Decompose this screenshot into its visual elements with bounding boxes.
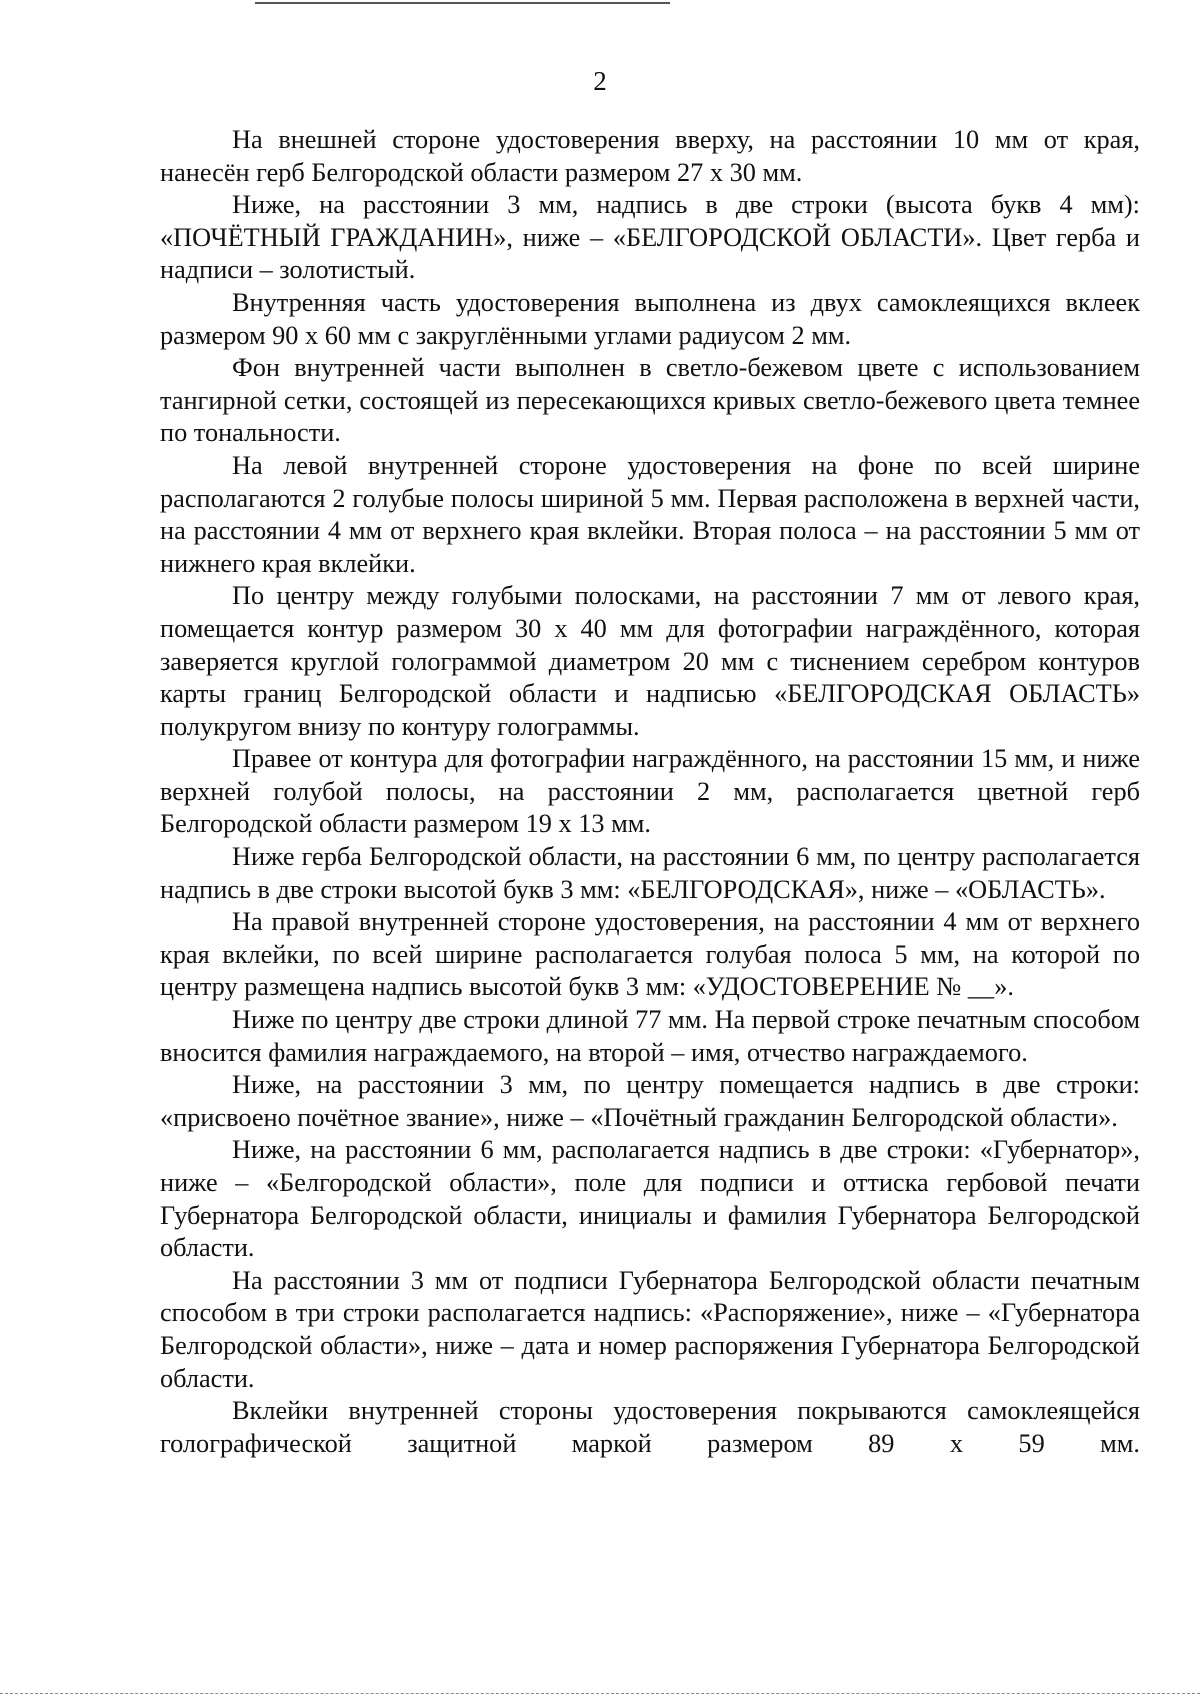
- document-body: [160, 124, 1140, 1460]
- paragraph-color-emblem: Правее от контура для фотографии награждённого, на расстоянии 15 мм, и ниже верхней голубой полосы, на расстоянии 2 мм, располагается цветной герб Белгородской области размером 19 х 13 мм.: [160, 744, 1140, 839]
- scan-edge-bottom: [0, 1693, 1200, 1694]
- page-number: 2: [593, 66, 607, 96]
- paragraph-title-awarded: Ниже, на расстоянии 3 мм, по центру помещается надпись в две строки: «присвоено почётное звание», ниже – «Почётный гражданин Белгородской области».: [160, 1070, 1140, 1132]
- paragraph-hologram-mark: Вклейки внутренней стороны удостоверения покрываются самоклеящейся голографической защитной маркой размером 89 х 59 мм.: [160, 1396, 1140, 1458]
- paragraph-order-reference: На расстоянии 3 мм от подписи Губернатора Белгородской области печатным способом в три строки располагается надпись: «Распоряжение», ниже – «Губернатора Белгородской области», ниже – дата и номер распоряжения Губернатора Белгородской области.: [160, 1265, 1140, 1393]
- paragraph-photo-outline: По центру между голубыми полосками, на расстоянии 7 мм от левого края, помещается контур размером 30 х 40 мм для фотографии награждённого, которая заверяется круглой голограммой диаметром 20 мм с тиснением серебром контуров карты границ Белгородской области и надписью «БЕЛГОРОДСКАЯ ОБЛАСТЬ» полукругом внизу по контуру голограммы.: [160, 581, 1140, 741]
- paragraph-name-lines: Ниже по центру две строки длиной 77 мм. На первой строке печатным способом вносится фамилия награждаемого, на второй – имя, отчество награждаемого.: [160, 1005, 1140, 1067]
- paragraph-region-inscription: Ниже герба Белгородской области, на расстоянии 6 мм, по центру располагается надпись в две строки высотой букв 3 мм: «БЕЛГОРОДСКАЯ», ниже – «ОБЛАСТЬ».: [160, 842, 1140, 904]
- paragraph-left-side-stripes: На левой внутренней стороне удостоверения на фоне по всей ширине располагаются 2 голубые полосы шириной 5 мм. Первая расположена в верхней части, на расстоянии 4 мм от верхнего края вклейки. Вторая полоса – на расстоянии 5 мм от нижнего края вклейки.: [160, 450, 1140, 578]
- paragraph-exterior-emblem: На внешней стороне удостоверения вверху, на расстоянии 10 мм от края, нанесён герб Белгородской области размером 27 х 30 мм.: [160, 125, 1140, 187]
- paragraph-right-side-stripe: На правой внутренней стороне удостоверения, на расстоянии 4 мм от верхнего края вклейки, по всей ширине располагается голубая полоса 5 мм, на которой по центру размещена надпись высотой букв 3 мм: «УДОСТОВЕРЕНИЕ № __».: [160, 907, 1140, 1002]
- scan-edge-top: [255, 2, 670, 4]
- paragraph-inner-inserts: Внутренняя часть удостоверения выполнена из двух самоклеящихся вклеек размером 90 х 60 мм с закруглёнными углами радиусом 2 мм.: [160, 287, 1140, 350]
- paragraph-inner-background: Фон внутренней части выполнен в светло-бежевом цвете с использованием тангирной сетки, состоящей из пересекающихся кривых светло-бежевого цвета темнее по тональности.: [160, 353, 1140, 448]
- paragraph-governor-signature: Ниже, на расстоянии 6 мм, располагается надпись в две строки: «Губернатор», ниже – «Белгородской области», поле для подписи и оттиска гербовой печати Губернатора Белгородской области, инициалы и фамилия Губернатора Белгородской области.: [160, 1135, 1140, 1263]
- paragraph-exterior-inscription: Ниже, на расстоянии 3 мм, надпись в две строки (высота букв 4 мм): «ПОЧЁТНЫЙ ГРАЖДАНИН», ниже – «БЕЛГОРОДСКОЙ ОБЛАСТИ». Цвет герба и надписи – золотистый.: [160, 190, 1140, 285]
